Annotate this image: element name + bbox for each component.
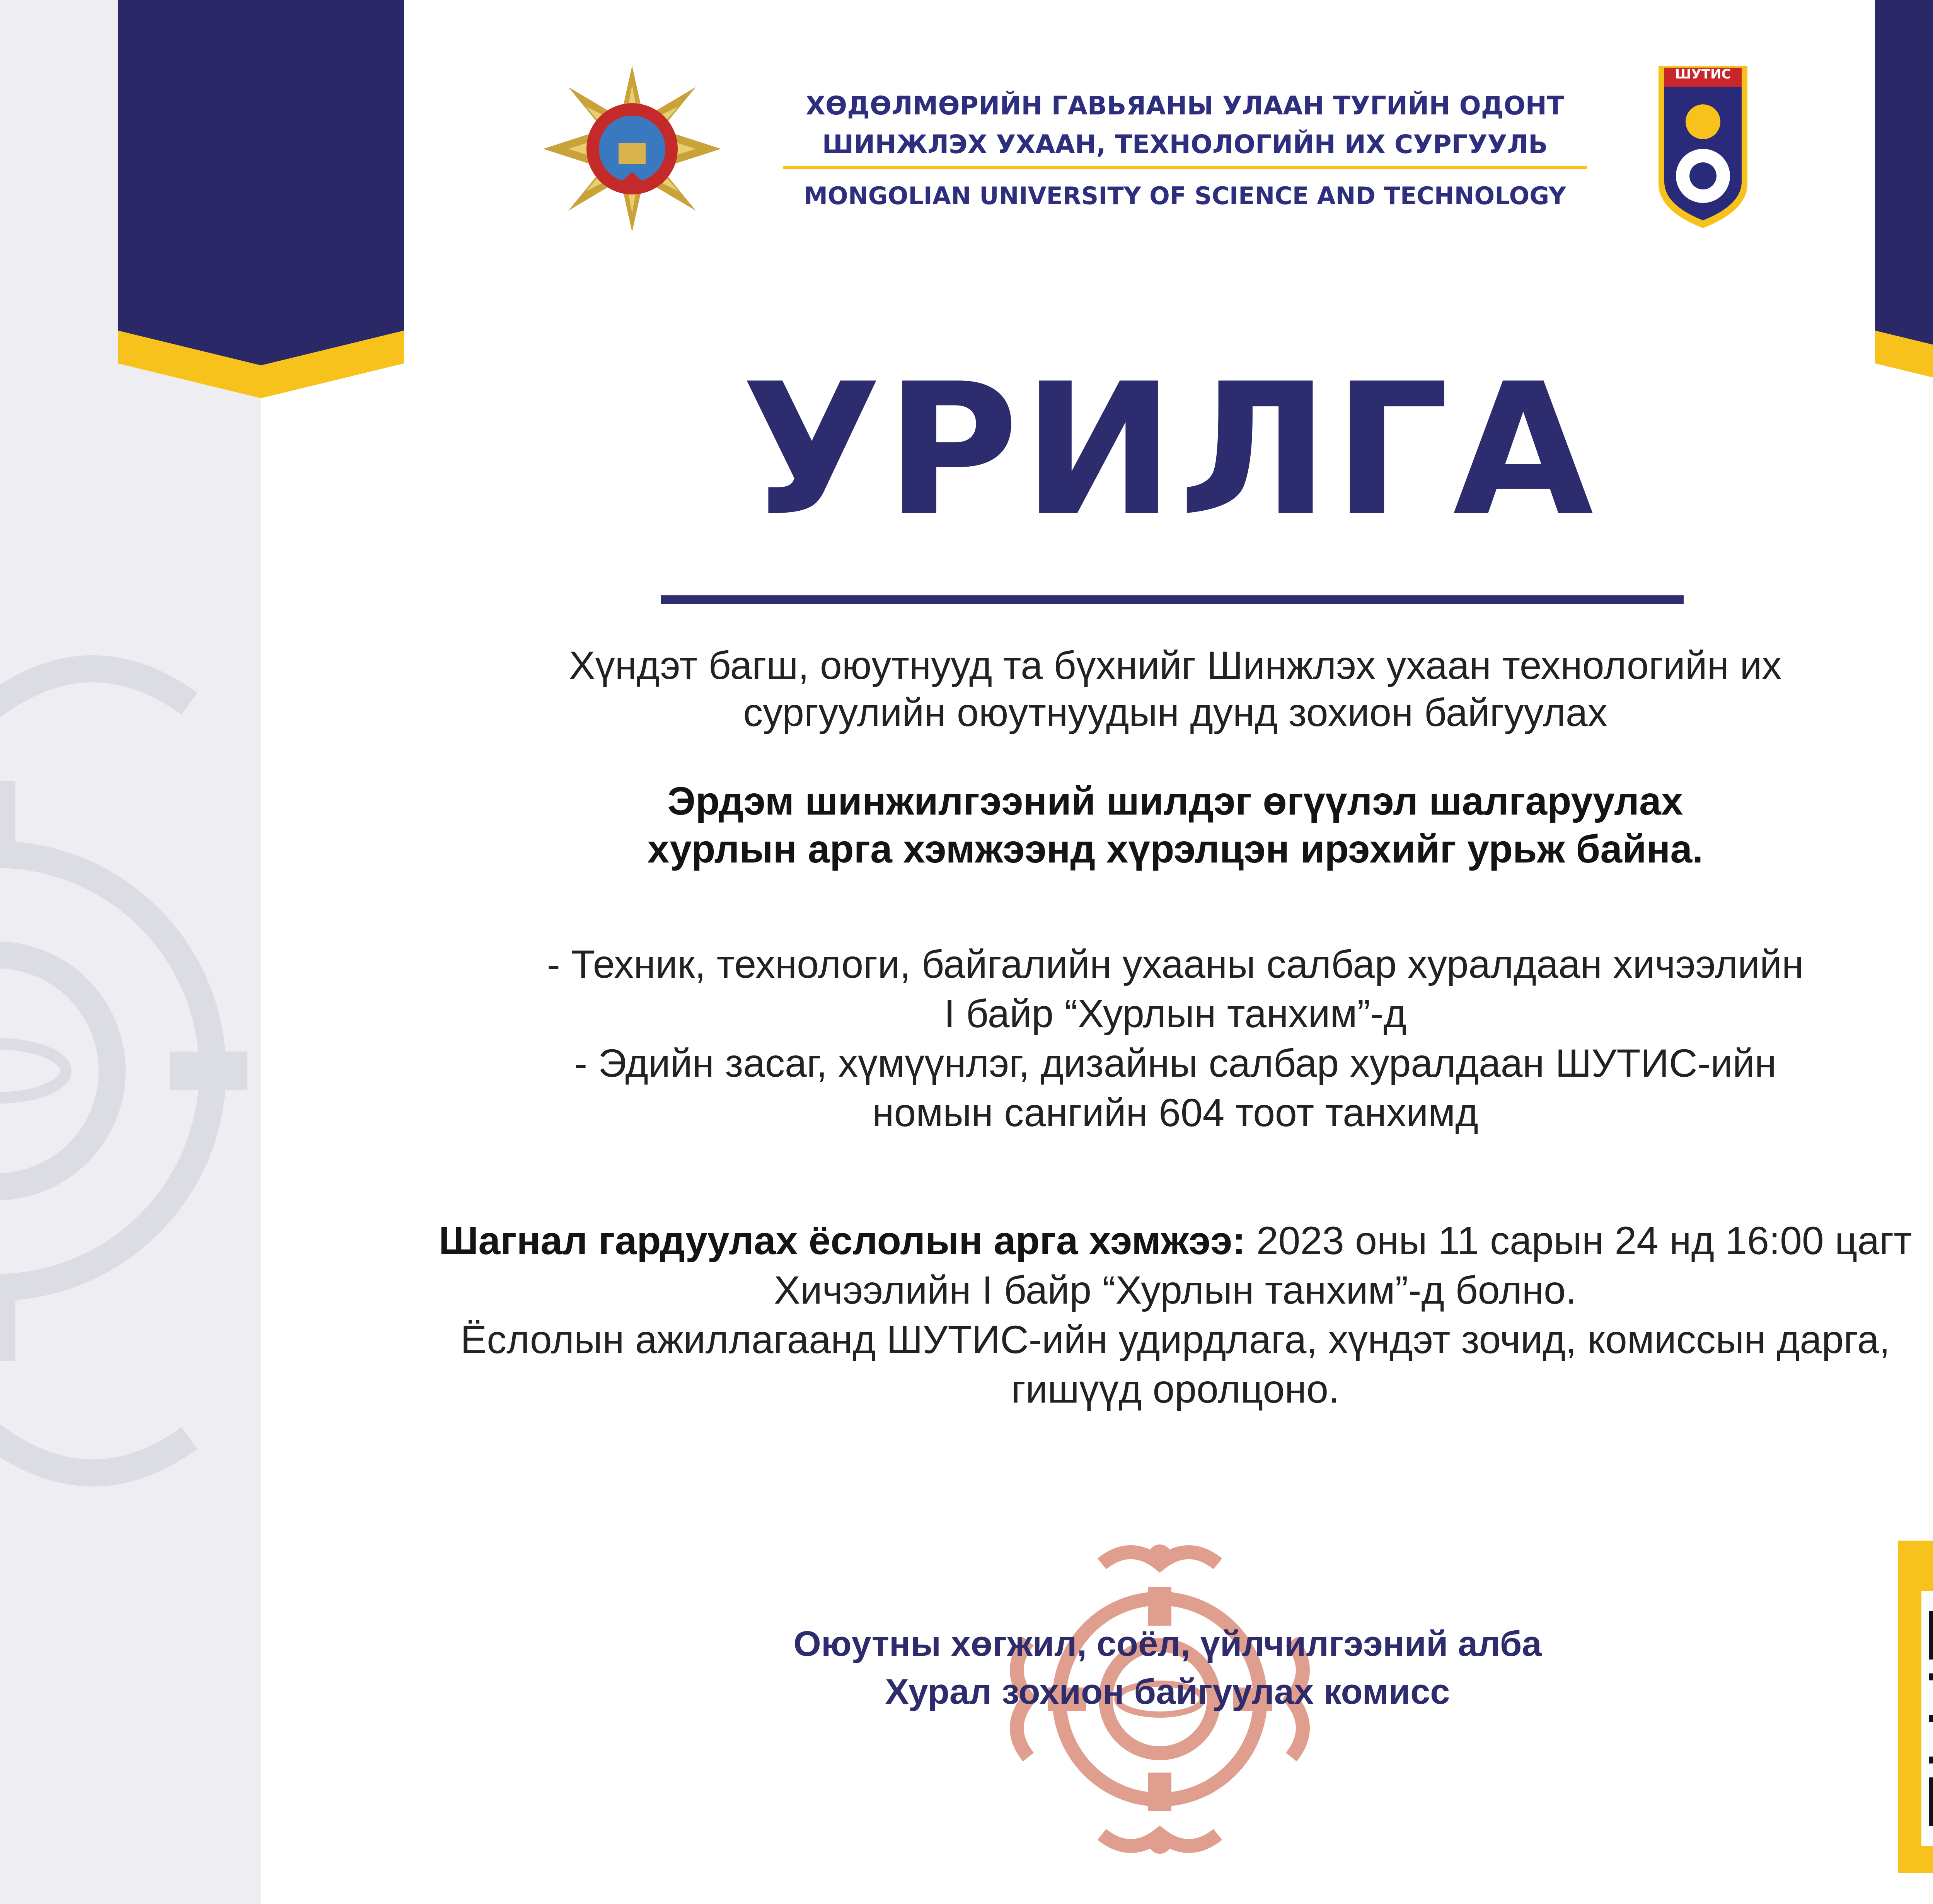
ceremony-line-4: гишүүд оролцоно.	[1011, 1367, 1340, 1411]
session-line-2: I байр “Хурлын танхим”-д	[944, 992, 1407, 1036]
highlight-line-2: хурлын арга хэмжээнд хүрэлцэн ирэхийг урьж байна.	[647, 827, 1703, 871]
header-divider	[783, 166, 1587, 169]
session-line-3: - Эдийн засаг, хүмүүнлэг, дизайны салбар хуралдаан ШУТИС-ийн	[574, 1041, 1776, 1085]
event-highlight	[348, 777, 1933, 873]
ceremony-label: Шагнал гардуулах ёслолын арга хэмжээ:	[438, 1219, 1246, 1263]
footer-line-2: Хурал зохион байгуулах комисс	[885, 1672, 1450, 1711]
ceremony-datetime: 2023 оны 11 сарын 24 нд 16:00 цагт	[1245, 1219, 1912, 1263]
qr-frame	[1921, 1591, 1933, 1846]
university-name-en: MONGOLIAN UNIVERSITY OF SCIENCE AND TECHNOLOGY	[804, 182, 1566, 210]
shield-label: ШУТИС	[1675, 66, 1731, 82]
footer-org	[657, 1620, 1678, 1716]
sessions-text	[348, 939, 1933, 1137]
qr-code-icon[interactable]	[1929, 1610, 1933, 1827]
right-banner	[1875, 0, 1933, 398]
intro-text	[348, 642, 1933, 736]
ceremony-line-2: Хичээлийн I байр “Хурлын танхим”-д болно.	[774, 1268, 1577, 1312]
ceremony-line-1	[348, 1216, 1933, 1265]
highlight-line-1: Эрдэм шинжилгээний шилдэг өгүүлэл шалгаруулах	[667, 779, 1683, 823]
title-underline	[661, 595, 1684, 604]
order-medal-icon	[541, 64, 723, 234]
qr-label	[1898, 1548, 1933, 1588]
ceremony-text	[348, 1216, 1933, 1414]
page-title: УРИЛГА	[741, 344, 1597, 556]
left-ornament-icon	[0, 588, 286, 1554]
intro-line-1: Хүндэт багш, оюутнууд та бүхнийг Шинжлэх ухаан технологийн их	[569, 643, 1782, 687]
session-line-1: - Техник, технологи, байгалийн ухааны салбар хуралдаан хичээлийн	[547, 942, 1804, 986]
qr-card[interactable]	[1898, 1541, 1933, 1873]
footer-line-1: Оюутны хөгжил, соёл, үйлчилгээний алба	[793, 1624, 1542, 1664]
intro-line-2: сургуулийн оюутнуудын дунд зохион байгуулах	[743, 690, 1607, 735]
university-name-mn-line1: ХӨДӨЛМӨРИЙН ГАВЬЯАНЫ УЛААН ТУГИЙН ОДОНТ	[806, 91, 1564, 121]
session-line-4: номын сангийн 604 тоот танхимд	[872, 1091, 1478, 1135]
must-shield-icon	[1657, 64, 1749, 230]
university-name-mn-line2: ШИНЖЛЭХ УХААН, ТЕХНОЛОГИЙН ИХ СУРГУУЛЬ	[822, 130, 1548, 159]
ceremony-line-3: Ёслолын ажиллагаанд ШУТИС-ийн удирдлага, хүндэт зочид, комиссын дарга,	[460, 1318, 1890, 1362]
left-banner	[118, 0, 404, 398]
